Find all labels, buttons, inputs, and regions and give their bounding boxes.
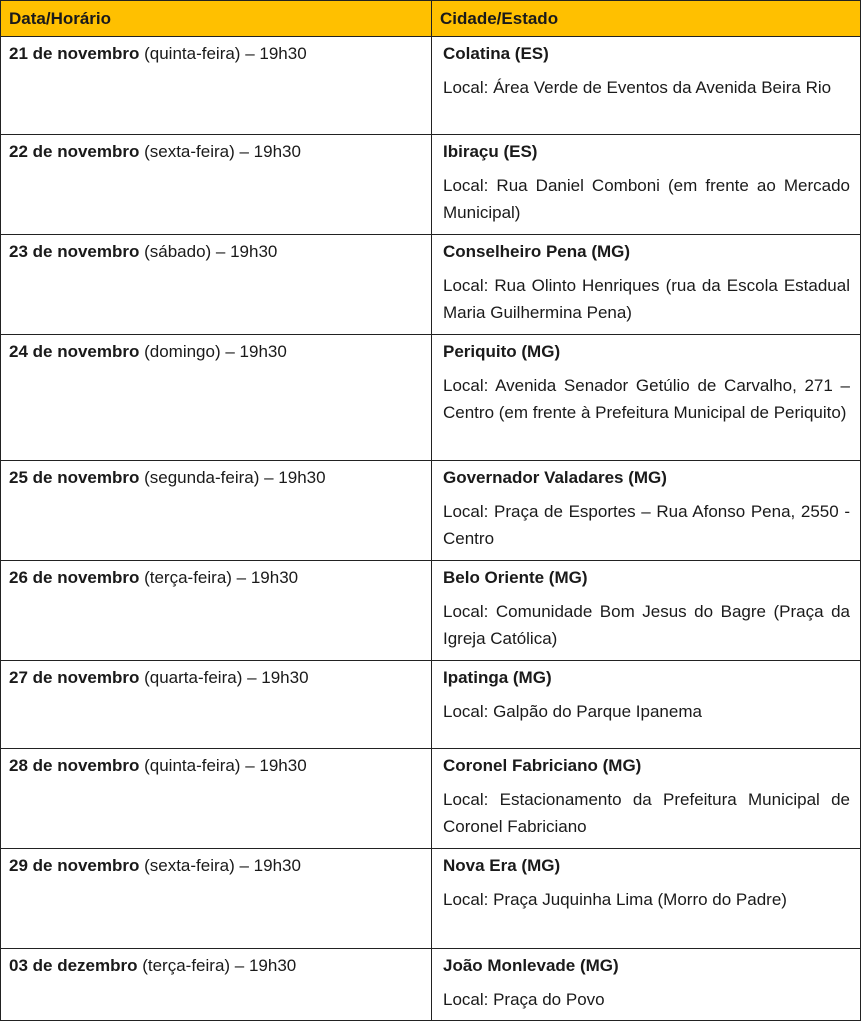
date-text: 24 de novembro	[9, 342, 140, 361]
weekday-time: (domingo) – 19h30	[139, 342, 287, 361]
header-date-time: Data/Horário	[1, 1, 432, 37]
weekday-time: (sábado) – 19h30	[139, 242, 278, 261]
weekday-time: (terça-feira) – 19h30	[139, 568, 299, 587]
date-text: 25 de novembro	[9, 468, 140, 487]
date-text: 22 de novembro	[9, 142, 140, 161]
weekday-time: (terça-feira) – 19h30	[137, 956, 297, 975]
date-text: 03 de dezembro	[9, 956, 138, 975]
date-cell	[1, 561, 432, 661]
table-row	[1, 37, 861, 135]
date-text: 26 de novembro	[9, 568, 140, 587]
date-text: 27 de novembro	[9, 668, 140, 687]
table-row	[1, 461, 861, 561]
date-cell	[1, 849, 432, 949]
venue-text: Local: Praça de Esportes – Rua Afonso Pena, 2550 - Centro	[443, 502, 850, 548]
venue-text: Local: Rua Olinto Henriques (rua da Escola Estadual Maria Guilhermina Pena)	[443, 276, 850, 322]
weekday-time: (quarta-feira) – 19h30	[139, 668, 309, 687]
city-name: Periquito (MG)	[443, 342, 561, 361]
location-cell	[432, 461, 861, 561]
city-name: Colatina (ES)	[443, 44, 549, 63]
date-cell	[1, 135, 432, 235]
city-name: Ibiraçu (ES)	[443, 142, 538, 161]
city-name: Belo Oriente (MG)	[443, 568, 588, 587]
table-row	[1, 235, 861, 335]
date-cell	[1, 661, 432, 749]
venue-text: Local: Praça do Povo	[443, 990, 605, 1009]
venue-text: Local: Praça Juquinha Lima (Morro do Padre)	[443, 890, 787, 909]
header-row	[1, 1, 861, 37]
weekday-time: (quinta-feira) – 19h30	[139, 756, 307, 775]
date-cell	[1, 235, 432, 335]
table-row	[1, 749, 861, 849]
date-cell	[1, 335, 432, 461]
location-cell	[432, 661, 861, 749]
location-cell	[432, 37, 861, 135]
venue-text: Local: Estacionamento da Prefeitura Municipal de Coronel Fabriciano	[443, 790, 850, 836]
city-name: Conselheiro Pena (MG)	[443, 242, 631, 261]
venue-text: Local: Rua Daniel Comboni (em frente ao Mercado Municipal)	[443, 176, 850, 222]
date-cell	[1, 749, 432, 849]
venue-text: Local: Avenida Senador Getúlio de Carvalho, 271 – Centro (em frente à Prefeitura Municipal de Periquito)	[443, 376, 850, 422]
date-text: 23 de novembro	[9, 242, 140, 261]
location-cell	[432, 335, 861, 461]
city-name: Coronel Fabriciano (MG)	[443, 756, 642, 775]
weekday-time: (sexta-feira) – 19h30	[139, 142, 301, 161]
table-row	[1, 561, 861, 661]
table-row	[1, 661, 861, 749]
table-row	[1, 335, 861, 461]
weekday-time: (sexta-feira) – 19h30	[139, 856, 301, 875]
city-name: João Monlevade (MG)	[443, 956, 619, 975]
date-cell	[1, 949, 432, 1021]
date-text: 29 de novembro	[9, 856, 140, 875]
location-cell	[432, 561, 861, 661]
location-cell	[432, 135, 861, 235]
table-row	[1, 849, 861, 949]
table-row	[1, 949, 861, 1021]
city-name: Ipatinga (MG)	[443, 668, 552, 687]
location-cell	[432, 849, 861, 949]
venue-text: Local: Área Verde de Eventos da Avenida Beira Rio	[443, 78, 832, 97]
weekday-time: (quinta-feira) – 19h30	[139, 44, 307, 63]
location-cell	[432, 235, 861, 335]
city-name: Nova Era (MG)	[443, 856, 561, 875]
date-cell	[1, 461, 432, 561]
table-row	[1, 135, 861, 235]
venue-text: Local: Comunidade Bom Jesus do Bagre (Praça da Igreja Católica)	[443, 602, 850, 648]
header-city-state: Cidade/Estado	[432, 1, 861, 37]
date-cell	[1, 37, 432, 135]
venue-text: Local: Galpão do Parque Ipanema	[443, 702, 702, 721]
location-cell	[432, 949, 861, 1021]
date-text: 28 de novembro	[9, 756, 140, 775]
date-text: 21 de novembro	[9, 44, 140, 63]
city-name: Governador Valadares (MG)	[443, 468, 667, 487]
location-cell	[432, 749, 861, 849]
weekday-time: (segunda-feira) – 19h30	[139, 468, 326, 487]
